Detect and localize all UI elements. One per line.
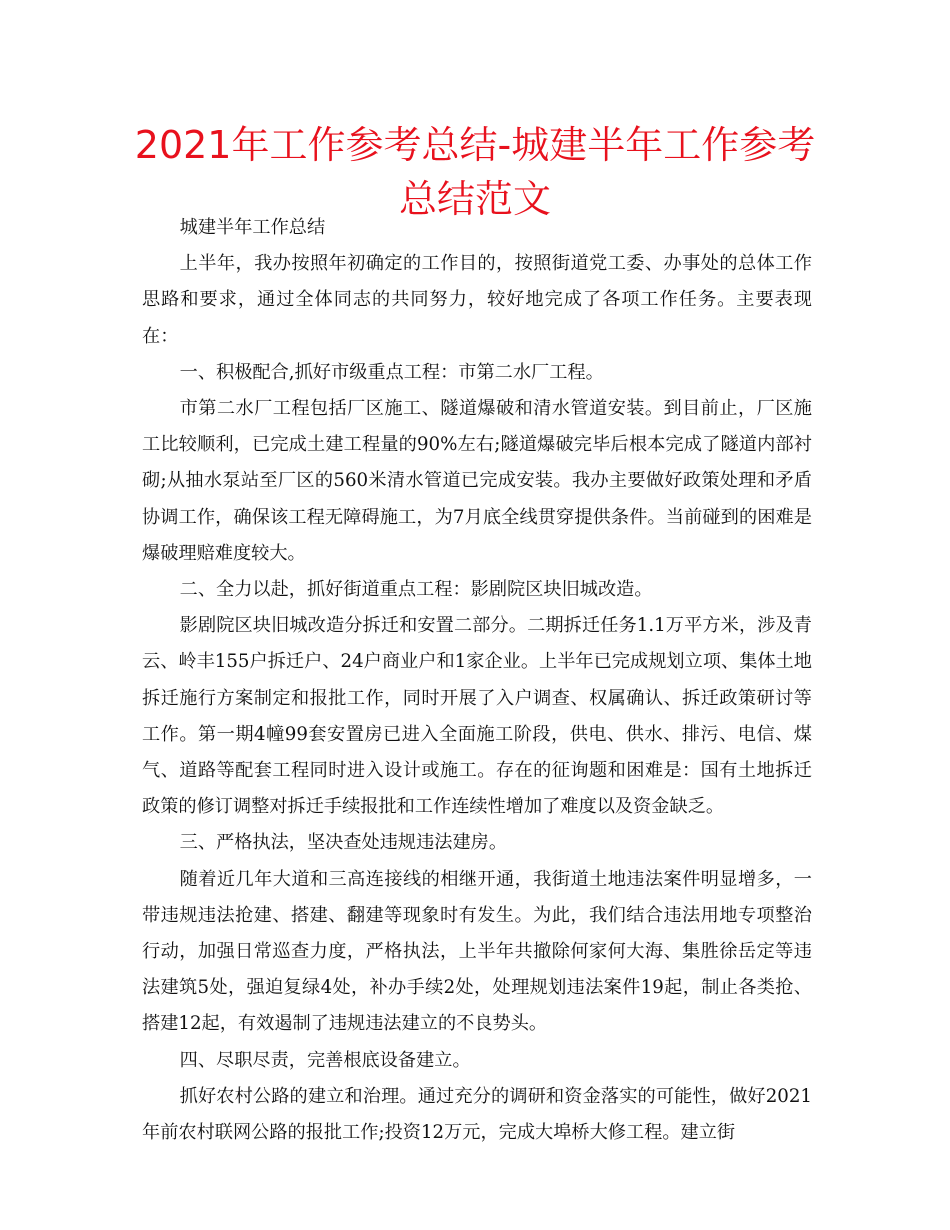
body-paragraph: 抓好农村公路的建立和治理。通过充分的调研和资金落实的可能性，做好2021年前农村联网公路的报批工作;投资12万元，完成大埠桥大修工程。建立街 (142, 1085, 812, 1144)
body-paragraph: 市第二水厂工程包括厂区施工、隧道爆破和清水管道安装。到目前止，厂区施工比较顺利，已完成土建工程量的90%左右;隧道爆破完毕后根本完成了隧道内部衬砌;从抽水泵站至厂区的560米清水管道已完成安装。我办主要做好政策处理和矛盾协调工作，确保该工程无障碍施工，为7月底全线贯穿提供条件。当前碰到的困难是爆破理赔难度较大。 (142, 398, 812, 564)
body-paragraph: 随着近几年大道和三高连接线的相继开通，我街道土地违法案件明显增多，一带违规违法抢建、搭建、翻建等现象时有发生。为此，我们结合违法用地专项整治行动，加强日常巡查力度，严格执法，上半年共撤除何家何大海、集胜徐岳定等违法建筑5处，强迫复绿4处，补办手续2处，处理规划违法案件19起，制止各类抢、搭建12起，有效遏制了违规违法建立的不良势头。 (142, 868, 812, 1035)
section-subtitle: 城建半年工作总结 (179, 217, 326, 238)
section-heading-1: 一、积极配合,抓好市级重点工程：市第二水厂工程。 (179, 361, 604, 383)
body-paragraph: 影剧院区块旧城改造分拆迁和安置二部分。二期拆迁任务1.1万平方米，涉及青云、岭丰155户拆迁户、24户商业户和1家企业。上半年已完成规划立项、集体土地拆迁施行方案制定和报批工作，同时开展了入户调查、权属确认、拆迁政策研讨等工作。第一期4幢99套安置房已进入全面施工阶段，供电、供水、排污、电信、煤气、道路等配套工程同时进入设计或施工。存在的征询题和困难是：国有土地拆迁政策的修订调整对拆迁手续报批和工作连续性增加了难度以及资金缺乏。 (142, 615, 812, 818)
section-heading-2: 二、全力以赴，抓好街道重点工程：影剧院区块旧城改造。 (179, 579, 653, 601)
document-title: 2021年工作参考总结-城建半年工作参考总结范文 (134, 123, 816, 221)
section-heading-3: 三、严格执法，坚决查处违规违法建房。 (179, 832, 508, 854)
body-paragraph: 上半年，我办按照年初确定的工作目的，按照街道党工委、办事处的总体工作思路和要求，通过全体同志的共同努力，较好地完成了各项工作任务。主要表现在： (142, 253, 812, 347)
document-body (142, 210, 812, 1151)
section-heading-4: 四、尽职尽责，完善根底设备建立。 (179, 1049, 471, 1071)
